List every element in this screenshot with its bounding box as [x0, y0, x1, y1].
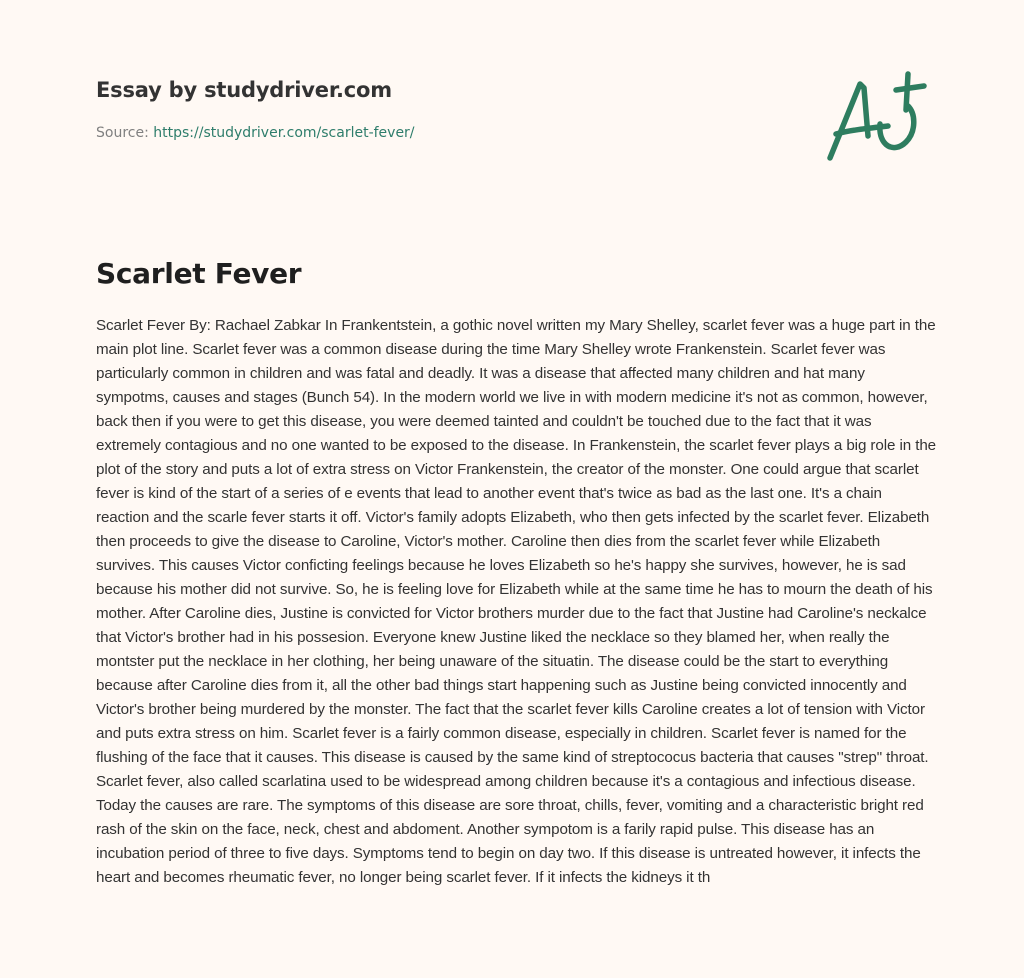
essay-body: Scarlet Fever By: Rachael Zabkar In Frankentstein, a gothic novel written my Mary Shelley, scarlet fever was a huge part in the main plot line. Scarlet fever was a common disease during the time Mary Shelley wrote Frankenstein. Scarlet fever was particularly common in children and was fatal and deadly. It was a disease that affected many children and hat many sympotms, causes and stages (Bunch 54). In the modern world we live in with modern medicine it's not as common, however, back then if you were to get this disease, you were deemed tainted and couldn't be touched due to the fact that it was extremely contagious and no one wanted to be exposed to the disease. In Frankenstein, the scarlet fever plays a big role in the plot of the story and puts a lot of extra stress on Victor Frankenstein, the creator of the monster. One could argue that scarlet fever is kind of the start of a series of e events that lead to another event that's twice as bad as the last one. It's a chain reaction and the scarle fever starts it off. Victor's family adopts Elizabeth, who then gets infected by the scarlet fever. Elizabeth then proceeds to give the disease to Caroline, Victor's mother. Caroline then dies from the scarlet fever while Elizabeth survives. This causes Victor conficting feelings because he loves Elizabeth so he's happy she survives, however, he is sad because his mother did not survive. So, he is feeling love for Elizabeth while at the same time he has to mourn the death of his mother. After Caroline dies, Justine is convicted for Victor brothers murder due to the fact that Justine had Caroline's neckalce that Victor's brother had in his possesion. Everyone knew Justine liked the necklace so they blamed her, when really the montster put the necklace in her clothing, her being unaware of the situatin. The disease could be the start to everything because after Caroline dies from it, all the other bad things start happening such as Justine being convicted innocently and Victor's brother being murdered by the monster. The fact that the scarlet fever kills Caroline creates a lot of tension with Victor and puts extra stress on him. Scarlet fever is a fairly common disease, especially in children. Scarlet fever is named for the flushing of the face that it causes. This disease is caused by the same kind of streptococus bacteria that causes "strep" throat. Scarlet fever, also called scarlatina used to be widespread among children because it's a contagious and infectious disease. Today the causes are rare. The symptoms of this disease are sore throat, chills, fever, vomiting and a characteristic bright red rash of the skin on the face, neck, chest and abdoment. Another sympotom is a farily rapid pulse. This disease has an incubation period of three to five days. Symptoms tend to begin on day two. If this disease is untreated however, it infects the heart and becomes rheumatic fever, no longer being scarlet fever. If it infects the kidneys it th — [96, 317, 937, 886]
essay-title: Scarlet Fever — [96, 257, 302, 290]
a-plus-grade-icon — [820, 66, 930, 166]
source-link[interactable]: https://studydriver.com/scarlet-fever/ — [153, 125, 415, 141]
page-header — [96, 76, 796, 142]
source-line — [96, 124, 796, 142]
site-title: Essay by studydriver.com — [96, 78, 392, 102]
source-label: Source: — [96, 125, 154, 141]
